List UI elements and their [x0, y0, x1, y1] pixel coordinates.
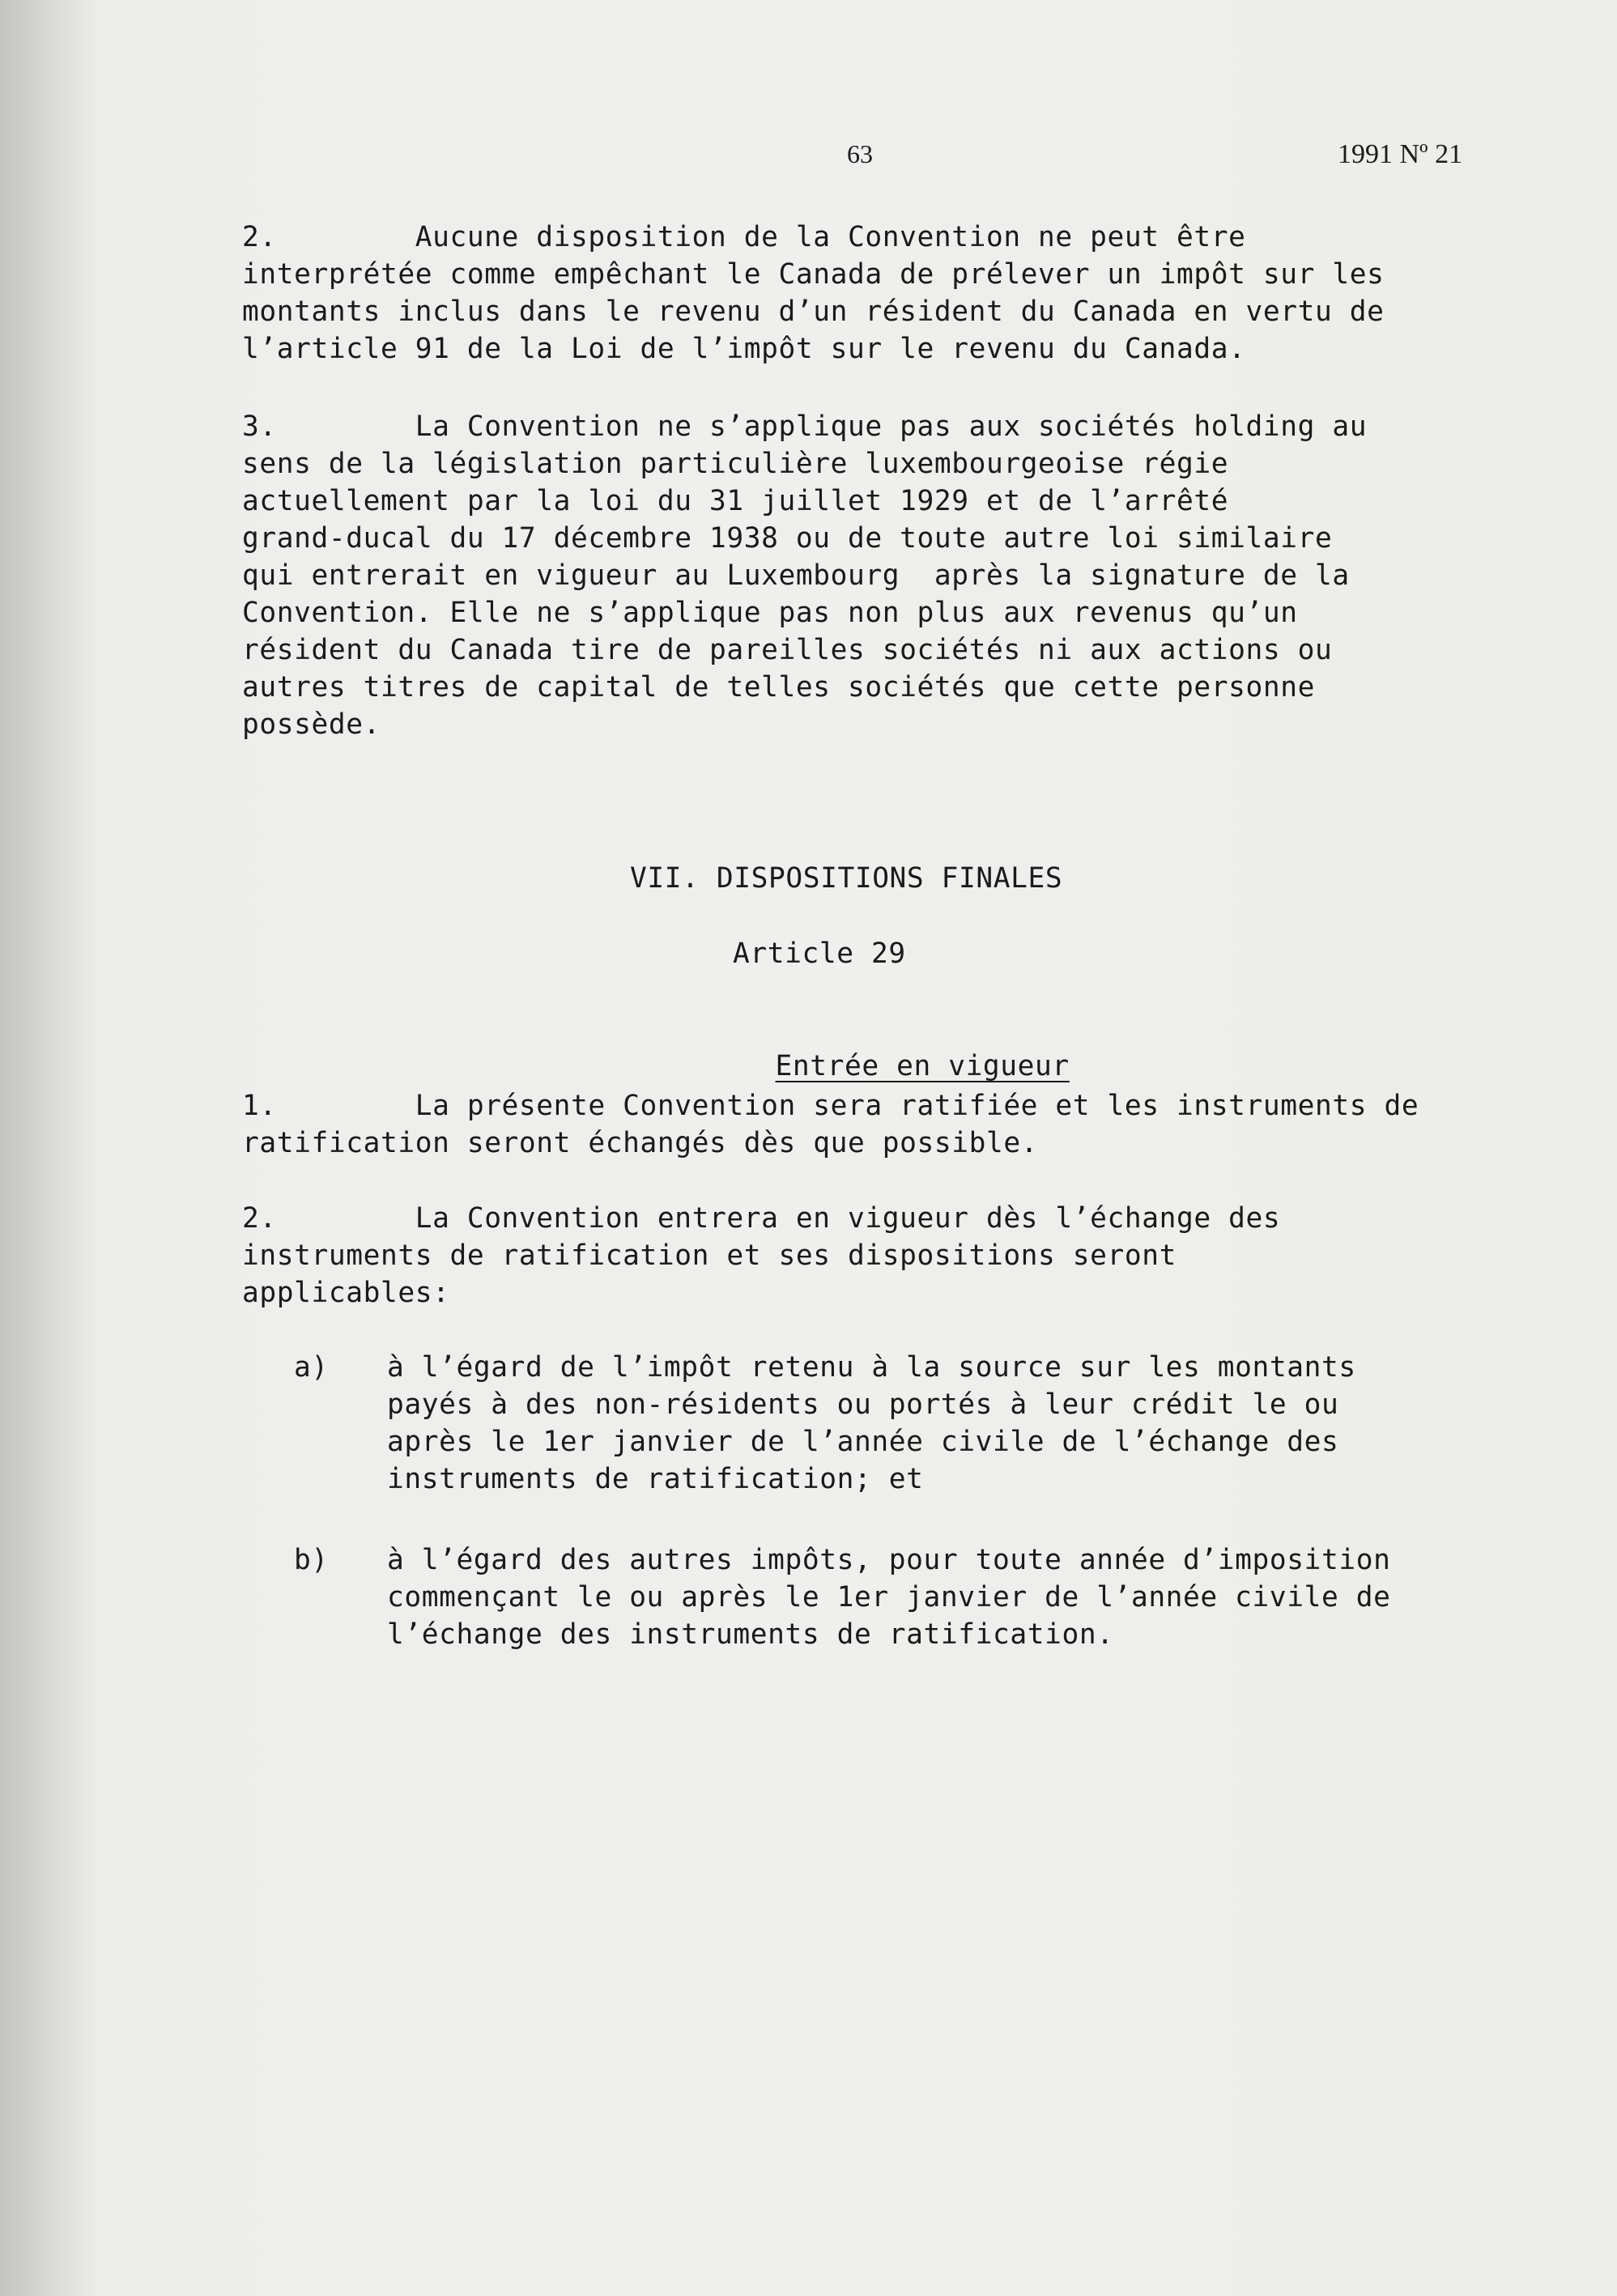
item-b-label: b) — [294, 1544, 329, 1576]
binding-shadow — [0, 0, 97, 2296]
item-a-label: a) — [294, 1351, 329, 1384]
issue-number: 1991 Nº 21 — [1338, 139, 1463, 169]
article29-paragraph-2: 2. La Convention entrera en vigueur dès l’échange des instruments de ratification et ses dispositions seront applicables: — [242, 1202, 1281, 1309]
article-title-text: Entrée en vigueur — [775, 1050, 1070, 1082]
page-number: 63 — [847, 139, 873, 168]
article29-paragraph-1: 1. La présente Convention sera ratifiée et les instruments de ratification seront échangés dès que possible. — [242, 1090, 1419, 1159]
paragraph-2: 2. Aucune disposition de la Convention ne peut être interprétée comme empêchant le Canada de prélever un impôt sur les montants inclus dans le revenu d’un résident du Canada en vertu de l’article 91 de la Loi de l’impôt sur le revenu du Canada. — [242, 221, 1385, 365]
item-b-text: à l’égard des autres impôts, pour toute année d’imposition commençant le ou après le 1er janvier de l’année civile de l’échange des instruments de ratification. — [387, 1544, 1391, 1651]
paragraph-3: 3. La Convention ne s’applique pas aux sociétés holding au sens de la législation particulière luxembourgeoise régie actuellement par la loi du 31 juillet 1929 et de l’arrêté grand-ducal du 17 décembre 1938 ou de toute autre loi similaire qui entrerait en vigueur au Luxembourg après la signature de la Convention. Elle ne s’applique pas non plus aux revenus qu’un résident du Canada tire de pareilles sociétés ni aux actions ou autres titres de capital de telles sociétés que cette personne possède. — [242, 410, 1368, 741]
article-number: Article 29 — [733, 938, 906, 970]
section-title: VII. DISPOSITIONS FINALES — [630, 862, 1063, 895]
item-a-text: à l’égard de l’impôt retenu à la source sur les montants payés à des non-résidents ou portés à leur crédit le ou après le 1er janvier de l’année civile de l’échange des instruments de ratification; et — [387, 1351, 1356, 1495]
